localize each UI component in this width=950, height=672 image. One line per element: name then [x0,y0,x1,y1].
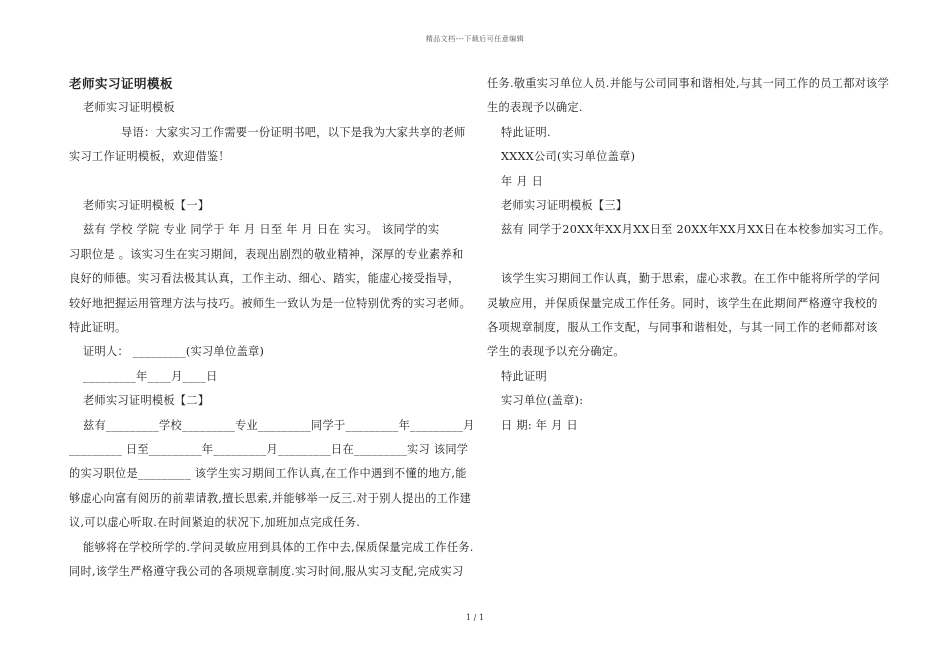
text-line: 任务.敬重实习单位人员.并能与公司同事和谐相处,与其一同工作的员工都对该学 [487,77,890,90]
section-heading: 老师实习证明模板【三】 [501,199,628,213]
text-line: _________ 日至_________年_________月_________日在_________实习 该同学 [69,443,469,457]
text-line: 该学生实习期间工作认真，勤于思索，虚心求教。在工作中能将所学的学问 [501,272,881,286]
text-line: 灵敏应用，并保质保量完成工作任务。同时，该学生在此期间严格遵守我校的 [487,296,878,310]
text-line: 议,可以虚心听取.在时间紧迫的状况下,加班加点完成任务. [69,516,361,530]
text-line: 生的表现予以确定. [487,101,583,115]
page-number: 1 / 1 [466,613,484,622]
blank-line [487,243,882,267]
text-line: 特此证明. [501,125,551,139]
text-line: 的实习职位是_________ 该学生实习期间工作认真,在工作中遇到不懂的地方,能 [69,467,467,481]
section-heading: 老师实习证明模板【二】 [83,394,210,408]
text-line: 学生的表现予以充分确定。 [487,345,625,359]
text-line: 良好的师德。实习看法极其认真，工作主动、细心、踏实，能虚心接受指导， [69,272,460,286]
left-column [69,72,475,585]
document-title: 老师实习证明模板 [69,76,174,91]
text-line: 同时,该学生严格遵守我公司的各项规章制度.实习时间,服从实习支配,完成实习 [69,565,464,579]
blank-line [69,170,461,194]
text-line: XXXX公司(实习单位盖章) [501,150,636,164]
text-line: 习职位是 。该实习生在实习期间，表现出剧烈的敬业精神，深厚的专业素养和 [69,247,464,261]
text-line: 实习单位(盖章): [501,394,584,408]
text-line: 兹有 学校 学院 专业 同学于 年 月 日至 年 月 日在 实习。 该同学的实 [83,223,440,237]
text-line: _________年____月____日 [83,369,218,383]
text-line: 实习工作证明模板，欢迎借鉴！ [69,150,230,164]
text-line: 能够将在学校所学的.学问灵敏应用到具体的工作中去,保质保量完成工作任务. [83,540,474,554]
text-line: 各项规章制度，服从工作支配，与同事和谐相处，与其一同工作的老师都对该 [487,321,878,335]
text-line: 兹有_________学校_________专业_________同学于_________年_________月 [83,418,475,432]
text-line: 证明人： _________(实习单位盖章) [83,345,265,359]
text-line: 够虚心向富有阅历的前辈请教,擅长思索,并能够举一反三.对于别人提出的工作建 [69,491,472,505]
text-line: 兹有 同学于20XX年XX月XX日至 20XX年XX月XX日在本校参加实习工作。 [501,223,891,237]
right-column [487,72,891,438]
section-heading: 老师实习证明模板【一】 [83,199,210,213]
text-line: 老师实习证明模板 [83,101,175,115]
text-line: 较好地把握运用管理方法与技巧。被师生一致认为是一位特别优秀的实习老师。 [69,296,472,310]
text-line: 年 月 日 [501,174,544,188]
text-line: 特此证明 [501,369,547,383]
text-line: 导语：大家实习工作需要一份证明书吧，以下是我为大家共享的老师 [121,125,466,139]
page-header: 精品文档---下载后可任意编辑 [425,35,525,43]
text-line: 特此证明。 [69,321,127,335]
text-line: 日 期: 年 月 日 [501,418,578,432]
